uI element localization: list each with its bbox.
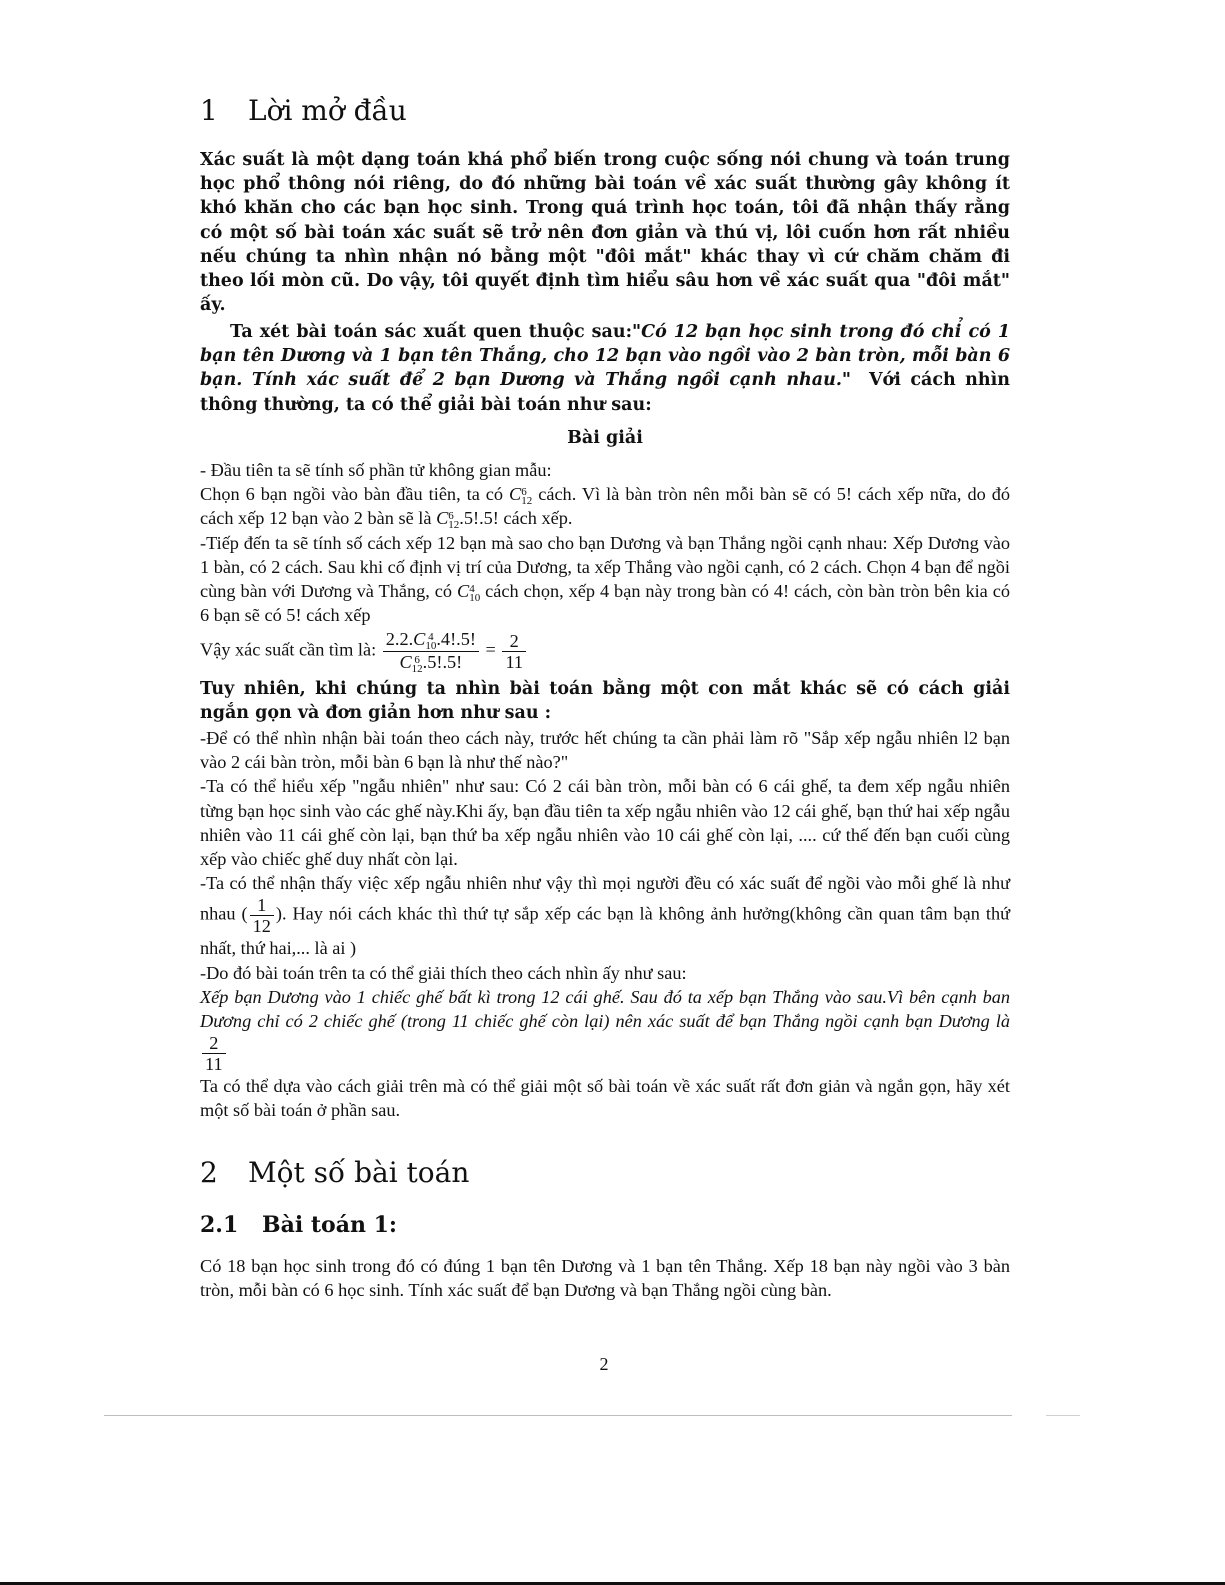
page-number: 2 (599, 1354, 609, 1374)
comb-k: 6 (521, 486, 527, 499)
section-2-heading (200, 1156, 469, 1189)
closing-paragraph: Ta có thể dựa vào cách giải trên mà có thể giải một số bài toán về xác suất rất đơn giản và ngắn gọn, hãy xét một số bài toán ở phần sau. (200, 1076, 1010, 1121)
num-prefix: 2.2. (385, 629, 414, 650)
alternative-intro: Tuy nhiên, khi chúng ta nhìn bài toán bằng một con mắt khác sẽ có cách giải ngắn gọn và đơn giản hơn như sau : (200, 679, 1010, 724)
alt-point-2: -Ta có thể hiểu xếp "ngẫu nhiên" như sau: Có 2 cái bàn tròn, mỗi bàn có 6 cái ghế, ta đem xếp ngẫu nhiên từng bạn học sinh vào các ghế này.Khi ấy, bạn đầu tiên ta xếp ngẫu nhiên vào 12 cái ghế, bạn thứ hai xếp ngẫu nhiên vào 11 cái ghế còn lại, bạn thứ ba xếp ngẫu nhiên vào 10 cái ghế còn lại, .... cứ thế đến bạn cuối cùng xếp vào chiếc ghế duy nhất còn lại. (200, 776, 1010, 870)
fraction-numerator: 1 (257, 895, 267, 916)
solution-title: Bài giải (567, 428, 643, 448)
problem-1-text: Có 18 bạn học sinh trong đó có đúng 1 bạn tên Dương và 1 bạn tên Thắng. Xếp 18 bạn này ngồi vào 3 bàn tròn, mỗi bàn có 6 học sinh. Tính xác suất để bạn Dương và bạn Thắng ngồi cùng bàn. (200, 1256, 1010, 1301)
probability-line (200, 629, 1010, 674)
solution-text: .5!.5! cách xếp. (459, 508, 573, 529)
page-divider-fragment (1046, 1415, 1080, 1416)
solution-body (200, 458, 1010, 674)
comb-n: 10 (425, 640, 437, 653)
one-twelfth-fraction (250, 895, 274, 936)
solution-text: -Tiếp đến ta sẽ tính số cách xếp 12 bạn mà sao cho bạn Dương và bạn Thắng ngồi cạnh nhau: Xếp Dương vào 1 bàn, có 2 cách. Sau khi cố định vị trí của Dương, ta xếp Thắng vào ngồi cạnh, có 2 cách. Chọn 4 bạn để ngồi cùng bàn với Dương và Thắng, có (200, 532, 1010, 602)
solution-text: cách. Vì là bàn tròn nên mỗi bàn sẽ có 5! cách xếp nữa, do đó cách xếp 12 bạn vào 2 bàn sẽ là (200, 484, 1010, 529)
comb-k: 4 (469, 583, 475, 596)
comb-n: 12 (411, 663, 423, 676)
alt-point-5 (200, 985, 1010, 1074)
combination-c-10-4 (456, 581, 481, 605)
comb-n: 12 (521, 495, 533, 508)
comb-k: 6 (414, 654, 420, 667)
fraction-denominator (383, 651, 479, 674)
section-1-heading (200, 94, 407, 127)
alt-point-1: -Để có thể nhìn nhận bài toán theo cách này, trước hết chúng ta cần phải làm rõ "Sắp xếp ngẫu nhiên l2 bạn vào 2 cái bàn tròn, mỗi bàn 6 bạn là như thế nào?" (200, 728, 1010, 773)
probability-label: Vậy xác suất cần tìm là: (200, 640, 377, 661)
result-fraction (502, 631, 526, 672)
problem-statement (200, 320, 1010, 417)
alt-text: ). Hay nói cách khác thì thứ tự sắp xếp các bạn là không ảnh hưởng(không cần quan tâm bạn thứ nhất, thứ hai,... là ai ) (200, 904, 1010, 959)
section-title: Một số bài toán (248, 1156, 470, 1189)
comb-n: 12 (448, 519, 460, 532)
comb-k: 4 (428, 631, 434, 644)
result-denominator: 11 (502, 651, 526, 672)
problem-lead: Ta xét bài toán sác xuất quen thuộc sau: (230, 322, 633, 342)
combination-c-12-6 (509, 484, 533, 508)
subsection-number: 2.1 (200, 1212, 239, 1238)
num-suffix: .4!.5! (436, 629, 476, 650)
probability-fraction (383, 629, 479, 674)
solution-text: cách chọn, xếp 4 bạn này trong bàn có 4! cách, còn bàn tròn bên kia có 6 bạn sẽ có 5! cách xếp (200, 581, 1010, 626)
fraction-numerator: 2 (209, 1033, 219, 1054)
comb-n: 10 (469, 592, 481, 605)
problem-tail: Với cách nhìn thông thường, ta có thể giải bài toán như sau: (200, 370, 1010, 415)
comb-k: 6 (448, 510, 454, 523)
alt-text: -Ta có thể nhận thấy việc xếp ngẫu nhiên như vậy thì mọi người đều có xác suất để ngồi vào mỗi ghế là như nhau ( (200, 873, 1010, 925)
subsection-2-1-heading (200, 1212, 397, 1238)
page-divider (104, 1415, 1012, 1416)
comb-symbol: C (456, 581, 470, 602)
solution-line-2 (200, 482, 1010, 530)
fraction-denominator: 11 (202, 1053, 226, 1074)
comb-symbol: C (509, 484, 522, 505)
fraction-denominator: 12 (250, 915, 274, 936)
section-number: 1 (200, 94, 218, 127)
problem-quote: "Có 12 bạn học sinh trong đó chỉ có 1 bạn tên Dương và 1 bạn tên Thắng, cho 12 bạn vào ngồi vào 2 bàn tròn, mỗi bàn 6 bạn. Tính xác suất để 2 bạn Dương và Thắng ngồi cạnh nhau." (200, 322, 1010, 391)
subsection-title: Bài toán 1: (262, 1212, 398, 1238)
solution-line-1: - Đầu tiên ta sẽ tính số phần tử không gian mẫu: (200, 460, 552, 480)
result-numerator: 2 (509, 631, 519, 652)
solution-line-3 (200, 531, 1010, 628)
combination-c-12-6 (436, 508, 460, 532)
equals-sign: = (485, 640, 496, 661)
alternative-body (200, 726, 1010, 1123)
alt-point-3 (200, 871, 1010, 960)
section-number: 2 (200, 1156, 218, 1189)
fraction-numerator (383, 629, 479, 651)
comb-symbol: C (399, 652, 412, 673)
comb-symbol: C (413, 629, 426, 650)
two-elevenths-fraction (202, 1033, 226, 1074)
intro-paragraph: Xác suất là một dạng toán khá phổ biến trong cuộc sống nói chung và toán trung học phổ thông nói riêng, do đó những bài toán về xác suất thường gây không ít khó khăn cho các bạn học sinh. Trong quá trình học toán, tôi đã nhận thấy rằng có một số bài toán xác suất sẽ trở nên đơn giản và thú vị, lôi cuốn hơn rất nhiều nếu chúng ta nhìn nhận nó bằng một "đôi mắt" khác thay vì cứ chăm chăm đi theo lối mòn cũ. Do vậy, tôi quyết định tìm hiểu sâu hơn về xác suất qua "đôi mắt" ấy. (200, 150, 1010, 316)
comb-symbol: C (436, 508, 449, 529)
den-suffix: .5!.5! (422, 652, 463, 673)
section-title: Lời mở đầu (248, 94, 407, 127)
alt-point-4: -Do đó bài toán trên ta có thể giải thích theo cách nhìn ấy như sau: (200, 962, 687, 983)
alt-italic-text: Xếp bạn Dương vào 1 chiếc ghế bất kì trong 12 cái ghế. Sau đó ta xếp bạn Thắng vào sau.Vì bên cạnh ban Dương chỉ có 2 chiếc ghế (trong 11 chiếc ghế còn lại) nên xác suất để bạn Thắng ngồi cạnh bạn Dương là (200, 986, 1010, 1032)
solution-text: Chọn 6 bạn ngồi vào bàn đầu tiên, ta có (200, 484, 504, 505)
